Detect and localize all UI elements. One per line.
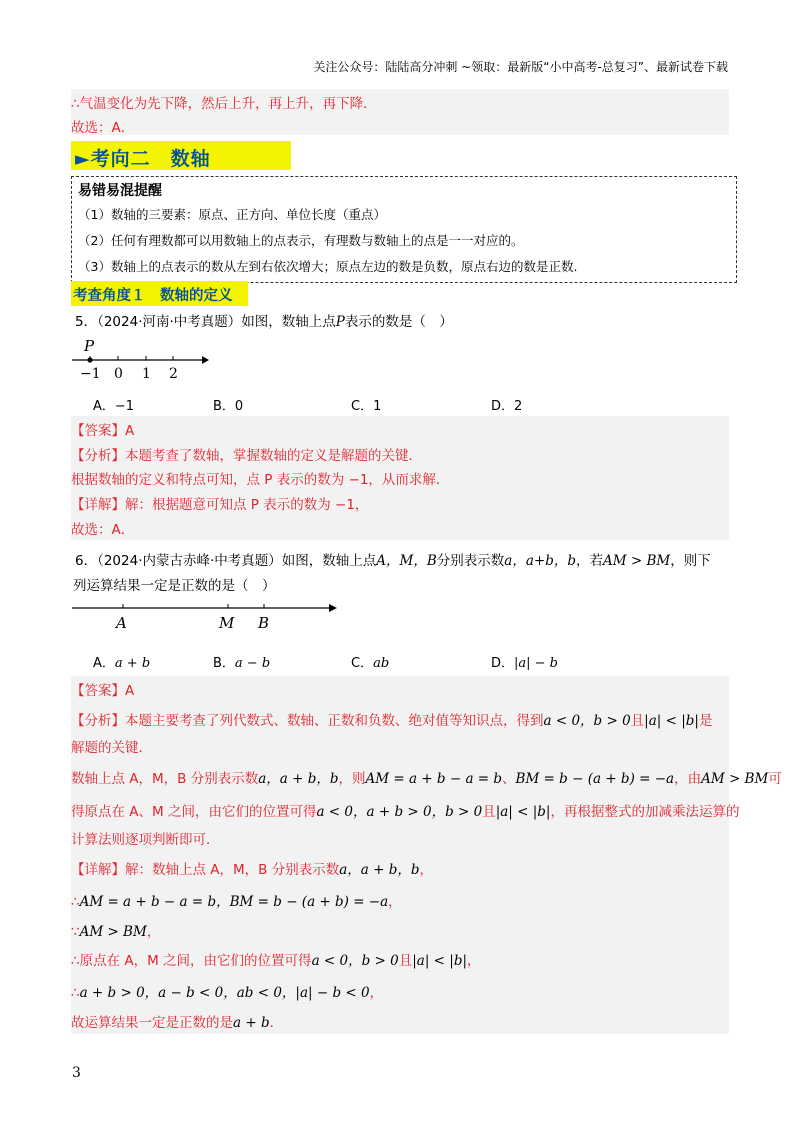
- math: a，a + b，b: [339, 862, 420, 878]
- q5-number-line: [70, 334, 210, 384]
- q6-number-line: [70, 596, 342, 634]
- q6-option-a: [93, 652, 150, 671]
- q6-detail-line5: [71, 981, 383, 1001]
- q6-stem-vars: A，M，B: [376, 553, 437, 569]
- section-title: ►考向二 数轴: [75, 148, 211, 170]
- q6-option-b: [213, 652, 270, 671]
- q6-detail-line2: [71, 890, 402, 910]
- q6-analysis-line5: 计算法则逐项判断即可．: [71, 832, 220, 848]
- text: 数轴上点 A，M，B 分别表示数: [71, 771, 259, 787]
- q5-stem-var: P: [335, 314, 345, 330]
- page-number: 3: [72, 1065, 81, 1081]
- text: 、: [502, 771, 516, 787]
- text: ∴原点在 A，M 之间，由它们的位置可得: [71, 953, 312, 969]
- q5-solution-block: [71, 416, 729, 540]
- math: a < 0，b > 0: [543, 713, 631, 729]
- q6-detail-line4: [71, 949, 481, 969]
- solution-line: ∴气温变化为先下降，然后上升，再上升，再下降．: [71, 96, 377, 112]
- option-math: a + b: [114, 656, 151, 671]
- previous-solution-block: [71, 89, 729, 135]
- solution-line: 故选：A．: [71, 120, 135, 136]
- math: AM > BM: [701, 771, 769, 787]
- q6-stem-text: 分别表示数: [436, 553, 505, 569]
- point-a-label: A: [116, 614, 127, 632]
- point-b-label: B: [258, 614, 270, 632]
- axis-arrow: [329, 604, 337, 612]
- page-header: 关注公众号：陆陆高分冲刺 ~领取：最新版“小中高考-总复习”、最新试卷下载: [313, 60, 728, 74]
- text: ．: [269, 1015, 284, 1031]
- q6-stem-text: ，若: [575, 553, 603, 569]
- q5-analysis: 【分析】本题考查了数轴，掌握数轴的定义是解题的关键．: [71, 448, 422, 464]
- text: 故运算结果一定是正数的是: [71, 1015, 233, 1031]
- tick-label: −1: [80, 366, 101, 382]
- q5-option-c: C．1: [351, 399, 382, 414]
- q6-stem-cond: AM > BM: [602, 553, 671, 569]
- option-math: a − b: [234, 656, 271, 671]
- math: |a| < |b|: [412, 953, 468, 969]
- q5-option-d: D．2: [491, 399, 523, 414]
- q6-answer: 【答案】A: [71, 683, 135, 699]
- option-letter: C．: [351, 656, 374, 671]
- tips-title: 易错易混提醒: [78, 183, 162, 199]
- axis-arrow: [202, 356, 209, 364]
- q6-analysis-line1: [71, 709, 712, 729]
- q5-answer: 【答案】A: [71, 423, 135, 439]
- q6-stem-text: 6．（2024·内蒙古赤峰·中考真题）如图，数轴上点: [75, 553, 377, 569]
- q6-option-d: [491, 652, 558, 671]
- point-m-label: M: [219, 614, 235, 632]
- text: 可: [768, 771, 782, 787]
- q5-option-b: B．0: [213, 399, 244, 414]
- q6-detail-line1: [71, 858, 433, 878]
- angle-heading: [71, 281, 248, 306]
- q6-stem-line2: 列运算结果一定是正数的是（ ）: [73, 578, 276, 594]
- text: 是: [698, 713, 713, 729]
- point-p-label: P: [84, 337, 95, 355]
- q6-detail-line3: [71, 920, 160, 940]
- q5-option-a: A．−1: [93, 399, 135, 414]
- text: ∴: [71, 894, 80, 910]
- q5-stem-text: 表示的数是（ ）: [344, 314, 453, 330]
- q6-stem-line1: [75, 549, 711, 569]
- option-letter: A．: [93, 656, 115, 671]
- math: AM = a + b − a = b: [365, 771, 503, 787]
- option-letter: B．: [213, 656, 235, 671]
- math: a + b > 0，a − b < 0，ab < 0，|a| − b < 0: [79, 985, 370, 1001]
- math: a < 0，b > 0: [311, 953, 399, 969]
- text: ，: [419, 862, 434, 878]
- q6-stem-nums: a，a+b，b: [504, 553, 576, 569]
- math: AM = a + b − a = b，BM = b − (a + b) = −a: [79, 894, 389, 910]
- tips-box: [71, 176, 737, 283]
- tip-item: （2）任何有理数都可以用数轴上的点表示，有理数与数轴上的点是一一对应的。: [78, 233, 524, 248]
- tick-label: 2: [169, 366, 178, 382]
- q6-analysis-line3: [71, 767, 782, 787]
- q5-detail: 【详解】解：根据题意可知点 P 表示的数为 −1，: [71, 497, 369, 513]
- math: a，a + b，b: [258, 771, 339, 787]
- q5-choose: 故选：A．: [71, 522, 135, 538]
- text: 【分析】本题主要考查了列代数式、数轴、正数和负数、绝对值等知识点，得到: [71, 713, 544, 729]
- text: ，由: [674, 771, 702, 787]
- point-p-dot: [87, 357, 92, 362]
- text: ，: [369, 985, 384, 1001]
- math: a + b: [233, 1015, 270, 1031]
- math: AM > BM: [79, 924, 147, 940]
- math: BM = b − (a + b) = −a: [515, 771, 675, 787]
- q6-solution-block: [71, 676, 782, 1034]
- option-math: ab: [373, 656, 390, 671]
- angle-title: 考查角度１ 数轴的定义: [73, 288, 233, 304]
- q6-stem-text: ，则下: [670, 553, 711, 569]
- q5-analysis: 根据数轴的定义和特点可知，点 P 表示的数为 −1，从而求解．: [71, 472, 450, 488]
- tick-label: 1: [142, 366, 151, 382]
- text: 得原点在 A、M 之间，由它们的位置可得: [71, 804, 317, 820]
- q5-stem: [75, 310, 453, 330]
- tip-item: （1）数轴的三要素：原点、正方向、单位长度（重点）: [78, 207, 386, 222]
- text: 且: [398, 953, 413, 969]
- math: |a| < |b|: [644, 713, 699, 729]
- section-heading: [71, 141, 291, 170]
- tip-item: （3）数轴上的点表示的数从左到右依次增大；原点左边的数是负数，原点右边的数是正数.: [78, 259, 578, 274]
- text: 【详解】解：数轴上点 A，M，B 分别表示数: [71, 862, 340, 878]
- q5-stem-text: 5．（2024·河南·中考真题）如图，数轴上点: [75, 314, 336, 330]
- text: 且: [630, 713, 645, 729]
- option-math: |a| − b: [514, 656, 559, 671]
- text: ∵: [71, 924, 80, 940]
- option-letter: D．: [491, 656, 515, 671]
- text: 且: [482, 804, 496, 820]
- math: |a| < |b|: [495, 804, 551, 820]
- math: a < 0，a + b > 0，b > 0: [316, 804, 483, 820]
- text: ，: [467, 953, 481, 969]
- q6-analysis-line4: [71, 800, 739, 820]
- text: ，则: [338, 771, 366, 787]
- q6-analysis-line2: 解题的关键．: [71, 740, 152, 756]
- text: ，再根据整式的加减乘法运算的: [550, 804, 740, 820]
- text: ，: [146, 924, 161, 940]
- q6-detail-line6: [71, 1011, 283, 1031]
- text: ∴: [71, 985, 80, 1001]
- q6-option-c: [351, 652, 389, 671]
- text: ，: [388, 894, 402, 910]
- tick-label: 0: [114, 366, 123, 382]
